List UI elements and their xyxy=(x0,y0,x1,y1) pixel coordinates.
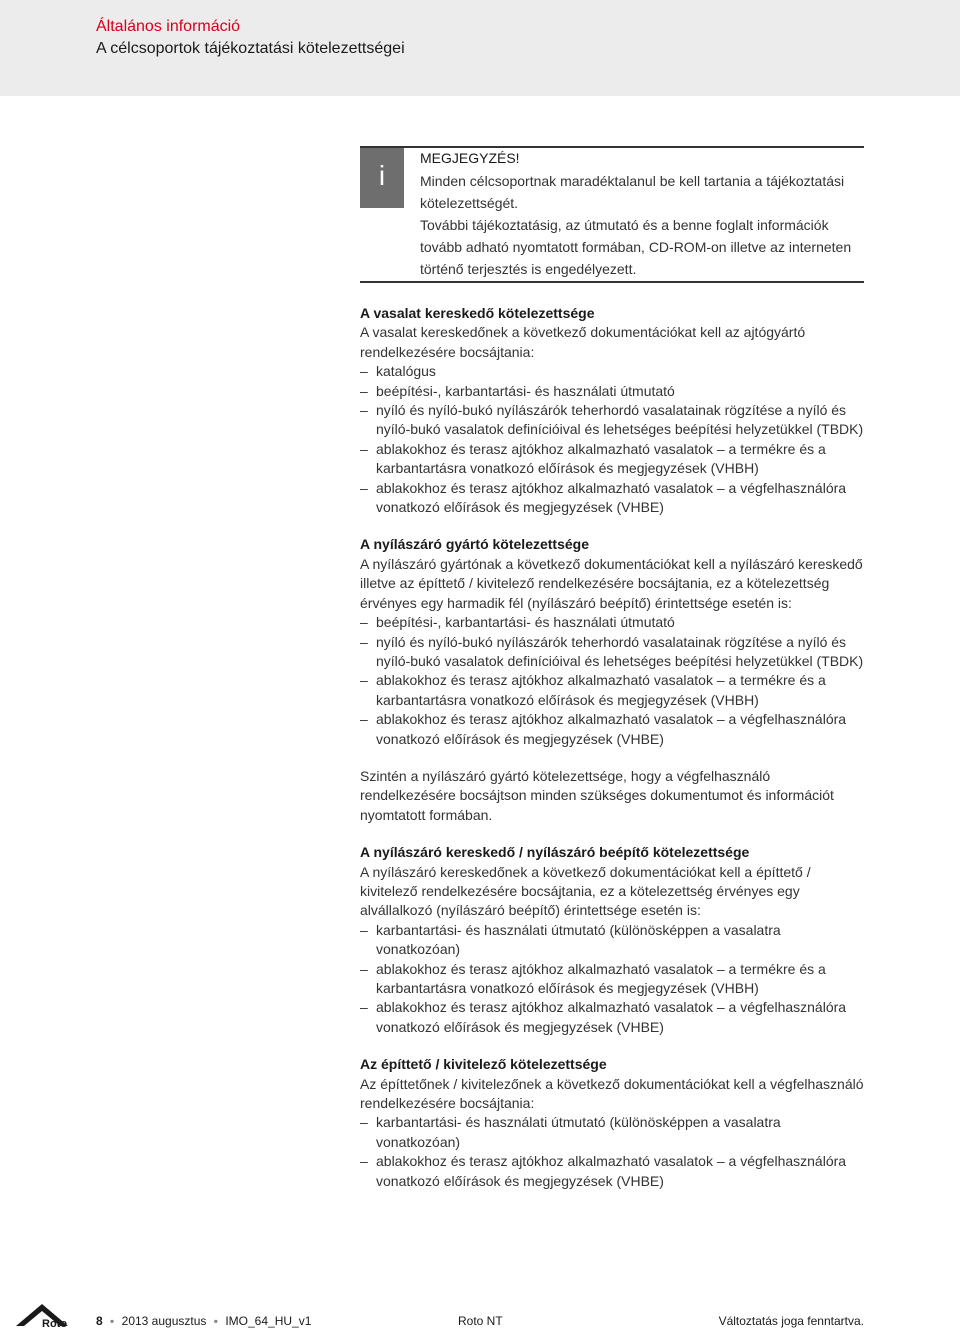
list-item: – ablakokhoz és terasz ajtókhoz alkalmazható vasalatok – a végfelhasználóra vonatkozó előírások és megjegyzések (VHBE) xyxy=(360,479,866,518)
footer-doc-id: IMO_64_HU_v1 xyxy=(225,1314,312,1328)
section-label: Általános információ xyxy=(96,18,241,35)
document-list xyxy=(360,1113,866,1191)
logo-text: Roto xyxy=(42,1318,68,1328)
separator-dot: ▪ xyxy=(110,1314,115,1328)
page-footer xyxy=(0,1300,960,1329)
list-item: – katalógus xyxy=(360,362,866,381)
info-icon: i xyxy=(360,148,404,208)
list-item: – beépítési-, karbantartási- és használati útmutató xyxy=(360,613,866,632)
page-number: 8 xyxy=(96,1314,103,1328)
main-content xyxy=(360,304,866,1209)
section-builder xyxy=(360,1055,866,1191)
list-item: – ablakokhoz és terasz ajtókhoz alkalmazható vasalatok – a termékre és a karbantartásra vonatkozó előírások és megjegyzések (VHBH) xyxy=(360,960,866,999)
separator-dot: ▪ xyxy=(213,1314,218,1328)
section-hardware-dealer xyxy=(360,304,866,517)
note-line: További tájékoztatásig, az útmutató és a benne foglalt információk tovább adható nyomtatott formában, CD-ROM-on illetve az interneten történő terjesztés is engedélyezett. xyxy=(420,217,852,277)
section-intro: A vasalat kereskedőnek a következő dokumentációkat kell az ajtógyártó rendelkezésére bocsájtania: xyxy=(360,324,806,360)
list-item: – karbantartási- és használati útmutató (különösképpen a vasalatra vonatkozóan) xyxy=(360,1113,866,1152)
section-heading: Az építtető / kivitelező kötelezettsége xyxy=(360,1056,607,1073)
list-item: – nyíló és nyíló-bukó nyílászárók teherhordó vasalatainak rögzítése a nyíló és nyíló-bukó vasalatok definícióival és lehetséges beépítési helyzetükkel (TBDK) xyxy=(360,401,866,440)
list-item: – karbantartási- és használati útmutató (különösképpen a vasalatra vonatkozóan) xyxy=(360,921,866,960)
page-header xyxy=(0,0,960,96)
list-item: – ablakokhoz és terasz ajtókhoz alkalmazható vasalatok – a végfelhasználóra vonatkozó előírások és megjegyzések (VHBE) xyxy=(360,710,866,749)
footer-product: Roto NT xyxy=(458,1314,503,1328)
list-item: – ablakokhoz és terasz ajtókhoz alkalmazható vasalatok – a végfelhasználóra vonatkozó előírások és megjegyzések (VHBE) xyxy=(360,998,866,1037)
list-item: – beépítési-, karbantartási- és használati útmutató xyxy=(360,382,866,401)
document-list xyxy=(360,921,866,1037)
page-title: A célcsoportok tájékoztatási kötelezettségei xyxy=(96,40,405,57)
section-intro: A nyílászáró kereskedőnek a következő dokumentációkat kell a építtető / kivitelező rendelkezésére bocsájtania, ez a kötelezettség érvényes egy alvállalkozó (nyílászáró beépítő) érintettsége esetén is: xyxy=(360,863,811,919)
section-heading: A vasalat kereskedő kötelezettsége xyxy=(360,305,595,321)
note-body xyxy=(420,170,860,280)
section-window-dealer xyxy=(360,843,866,1037)
list-item: – nyíló és nyíló-bukó nyílászárók teherhordó vasalatainak rögzítése a nyíló és nyíló-bukó vasalatok definícióival és lehetséges beépítési helyzetükkel (TBDK) xyxy=(360,633,866,672)
section-heading: A nyílászáró kereskedő / nyílászáró beépítő kötelezettsége xyxy=(360,844,750,861)
section-window-manufacturer xyxy=(360,535,866,825)
section-heading: A nyílászáró gyártó kötelezettsége xyxy=(360,536,590,553)
section-intro: A nyílászáró gyártónak a következő dokumentációkat kell a nyílászáró kereskedő illetve az építtető / kivitelező rendelkezésére bocsájtania, ez a kötelezettség érvényes egy harmadik fél (nyílászáró beépítő) érintettsége esetén is: xyxy=(360,555,863,611)
footer-notice: Változtatás joga fenntartva. xyxy=(718,1314,864,1328)
list-item: – ablakokhoz és terasz ajtókhoz alkalmazható vasalatok – a termékre és a karbantartásra vonatkozó előírások és megjegyzések (VHBH) xyxy=(360,440,866,479)
section-intro: Az építtetőnek / kivitelezőnek a következő dokumentációkat kell a végfelhasználó rendelkezésére bocsájtania: xyxy=(360,1075,864,1112)
note-line: Minden célcsoportnak maradéktalanul be kell tartania a tájékoztatási kötelezettségét. xyxy=(420,173,845,211)
note-title: MEGJEGYZÉS! xyxy=(420,150,520,166)
section-outro: Szintén a nyílászáró gyártó kötelezettsége, hogy a végfelhasználó rendelkezésére bocsájtson minden szükséges dokumentumot és információt nyomtatott formában. xyxy=(360,767,834,823)
document-list xyxy=(360,613,866,749)
list-item: – ablakokhoz és terasz ajtókhoz alkalmazható vasalatok – a végfelhasználóra vonatkozó előírások és megjegyzések (VHBE) xyxy=(360,1152,866,1191)
list-item: – ablakokhoz és terasz ajtókhoz alkalmazható vasalatok – a termékre és a karbantartásra vonatkozó előírások és megjegyzések (VHBH) xyxy=(360,671,866,710)
divider xyxy=(360,146,864,148)
divider xyxy=(360,281,864,283)
footer-date: 2013 augusztus xyxy=(121,1314,207,1328)
roto-logo xyxy=(12,1300,84,1328)
footer-left xyxy=(96,1314,311,1328)
document-list xyxy=(360,362,866,517)
note-box xyxy=(360,146,864,283)
